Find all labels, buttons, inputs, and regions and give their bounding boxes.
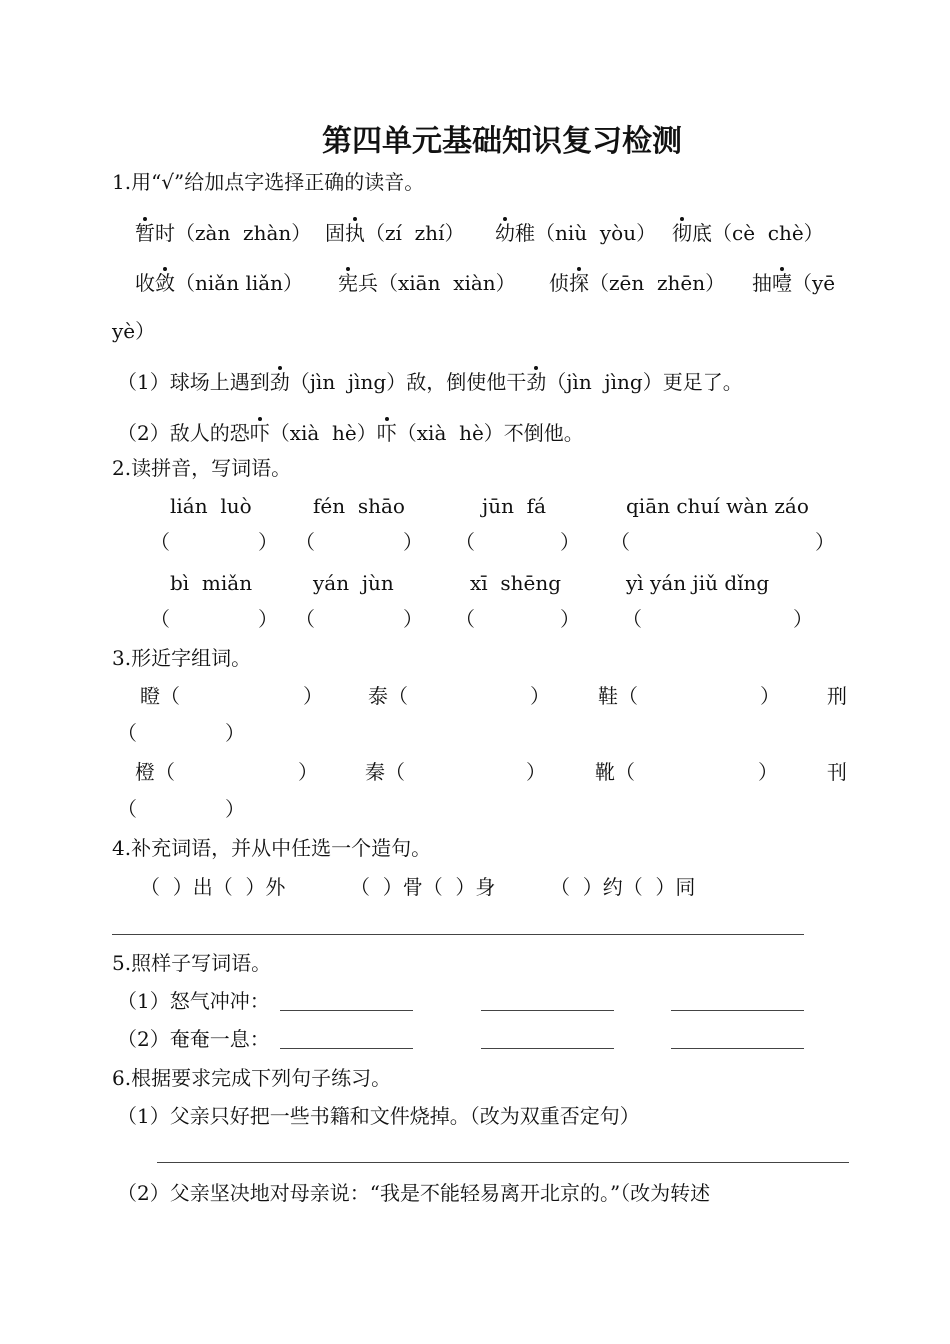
char-group-open[interactable]: 鞋（ bbox=[598, 684, 638, 708]
char-group-close: ） bbox=[760, 684, 780, 708]
q1-item-pre: 固 bbox=[325, 221, 345, 245]
idiom-blank[interactable]: （ ）约（ ）同 bbox=[550, 875, 696, 899]
idiom-blank[interactable]: （ ）骨（ ）身 bbox=[350, 875, 496, 899]
text-run: （2）敌人的恐 bbox=[117, 421, 250, 445]
answer-paren-open[interactable]: （ bbox=[150, 530, 170, 554]
q1-item-pre: 收 bbox=[135, 271, 155, 295]
answer-line[interactable] bbox=[671, 1010, 804, 1011]
q1-item-pre: 抽 bbox=[752, 271, 772, 295]
q1-wrap-text: yè） bbox=[112, 319, 156, 343]
text-run: （1）球场上遇到 bbox=[117, 370, 270, 394]
q1-item-text: 稚（niù yòu） bbox=[515, 221, 657, 245]
answer-paren-close: ） bbox=[258, 607, 278, 631]
answer-paren-close: ） bbox=[403, 607, 423, 631]
q1-item bbox=[325, 223, 464, 243]
dotted-char: 噎 bbox=[772, 271, 792, 295]
page-title: 第四单元基础知识复习检测 bbox=[322, 124, 682, 159]
q1-item-pre: 侦 bbox=[549, 271, 569, 295]
char-group-close: ） bbox=[758, 760, 778, 784]
char-label: 刑 bbox=[827, 684, 847, 708]
char-group-open[interactable]: 泰（ bbox=[368, 684, 408, 708]
q1-item-text: （yē bbox=[792, 271, 836, 295]
q1-item-text: （zí zhí） bbox=[365, 221, 465, 245]
answer-line[interactable] bbox=[481, 1010, 614, 1011]
q2-heading: 2.读拼音，写词语。 bbox=[112, 456, 292, 480]
text-run: （jìn jìng）敌，倒使他干 bbox=[289, 370, 527, 394]
char-group-close: ） bbox=[526, 760, 546, 784]
q1-item bbox=[549, 273, 725, 293]
pinyin: xī shēng bbox=[470, 571, 562, 595]
char-group-open[interactable]: 靴（ bbox=[595, 760, 635, 784]
q1-item-text: 时（zàn zhàn） bbox=[155, 221, 312, 245]
dotted-char: 吓 bbox=[376, 421, 397, 445]
char-group-close: ） bbox=[303, 684, 323, 708]
pinyin: yì yán jiǔ dǐng bbox=[626, 571, 770, 595]
char-label: 刊 bbox=[827, 760, 847, 784]
pinyin: fén shāo bbox=[313, 494, 405, 518]
text-run: （jìn jìng）更足了。 bbox=[546, 370, 743, 394]
char-group-close: ） bbox=[298, 760, 318, 784]
q6-heading: 6.根据要求完成下列句子练习。 bbox=[112, 1066, 392, 1090]
answer-paren-close: ） bbox=[403, 530, 423, 554]
answer-paren-close: ） bbox=[560, 607, 580, 631]
q1-item bbox=[752, 273, 835, 293]
answer-line[interactable] bbox=[280, 1048, 413, 1049]
dotted-char: 执 bbox=[345, 221, 365, 245]
char-group-open[interactable]: 橙（ bbox=[135, 760, 175, 784]
q1-item bbox=[672, 223, 824, 243]
char-group-open[interactable]: 秦（ bbox=[365, 760, 405, 784]
char-group-close: ） bbox=[225, 721, 245, 745]
char-group-open[interactable]: 瞪（ bbox=[140, 684, 180, 708]
answer-paren-close: ） bbox=[258, 530, 278, 554]
q6-item: （1）父亲只好把一些书籍和文件烧掉。（改为双重否定句） bbox=[117, 1104, 640, 1128]
q1-item bbox=[338, 273, 516, 293]
dotted-char: 劲 bbox=[526, 370, 547, 394]
pinyin: qiān chuí wàn záo bbox=[626, 494, 809, 518]
answer-paren-open[interactable]: （ bbox=[610, 530, 630, 554]
char-group-open[interactable]: （ bbox=[117, 721, 137, 745]
char-group-open[interactable]: （ bbox=[117, 797, 137, 821]
q3-heading: 3.形近字组词。 bbox=[112, 646, 252, 670]
answer-paren-open[interactable]: （ bbox=[295, 530, 315, 554]
pinyin: bì miǎn bbox=[170, 571, 253, 595]
answer-paren-open[interactable]: （ bbox=[150, 607, 170, 631]
dotted-char: 宪 bbox=[338, 271, 358, 295]
dotted-char: 暂 bbox=[135, 221, 155, 245]
answer-line[interactable] bbox=[280, 1010, 413, 1011]
dotted-char: 彻 bbox=[672, 221, 692, 245]
q1-sentence-2 bbox=[117, 423, 584, 443]
q5-item-label: （2）奄奄一息： bbox=[117, 1027, 270, 1051]
answer-paren-open[interactable]: （ bbox=[455, 607, 475, 631]
q1-item-text: 兵（xiān xiàn） bbox=[358, 271, 516, 295]
q1-heading: 1.用“√”给加点字选择正确的读音。 bbox=[112, 170, 425, 194]
q1-item bbox=[135, 223, 311, 243]
answer-paren-close: ） bbox=[560, 530, 580, 554]
answer-paren-close: ） bbox=[793, 607, 813, 631]
answer-paren-close: ） bbox=[815, 530, 835, 554]
char-group-close: ） bbox=[530, 684, 550, 708]
q1-item-text: （niǎn liǎn） bbox=[175, 271, 304, 295]
dotted-char: 吓 bbox=[249, 421, 270, 445]
answer-line[interactable] bbox=[112, 934, 804, 935]
pinyin: yán jùn bbox=[313, 571, 394, 595]
answer-paren-open[interactable]: （ bbox=[455, 530, 475, 554]
answer-line[interactable] bbox=[671, 1048, 804, 1049]
char-group-close: ） bbox=[225, 797, 245, 821]
dotted-char: 探 bbox=[569, 271, 589, 295]
answer-paren-open[interactable]: （ bbox=[622, 607, 642, 631]
pinyin: jūn fá bbox=[482, 494, 547, 518]
dotted-char: 劲 bbox=[269, 370, 290, 394]
answer-line[interactable] bbox=[481, 1048, 614, 1049]
answer-line[interactable] bbox=[157, 1162, 849, 1163]
q5-item-label: （1）怒气冲冲： bbox=[117, 989, 270, 1013]
dotted-char: 敛 bbox=[155, 271, 175, 295]
idiom-blank[interactable]: （ ）出（ ）外 bbox=[140, 875, 286, 899]
q4-heading: 4.补充词语，并从中任选一个造句。 bbox=[112, 836, 432, 860]
text-run: （xià hè）不倒他。 bbox=[396, 421, 584, 445]
q1-sentence-1 bbox=[117, 372, 743, 392]
q1-item-text: （zēn zhēn） bbox=[589, 271, 726, 295]
answer-paren-open[interactable]: （ bbox=[295, 607, 315, 631]
dotted-char: 幼 bbox=[495, 221, 515, 245]
q1-item bbox=[135, 273, 303, 293]
pinyin: lián luò bbox=[170, 494, 252, 518]
q5-heading: 5.照样子写词语。 bbox=[112, 951, 272, 975]
text-run: （xià hè） bbox=[269, 421, 377, 445]
q6-item: （2）父亲坚决地对母亲说：“我是不能轻易离开北京的。”（改为转述 bbox=[117, 1181, 711, 1205]
q1-item bbox=[495, 223, 656, 243]
q1-item-text: 底（cè chè） bbox=[692, 221, 824, 245]
